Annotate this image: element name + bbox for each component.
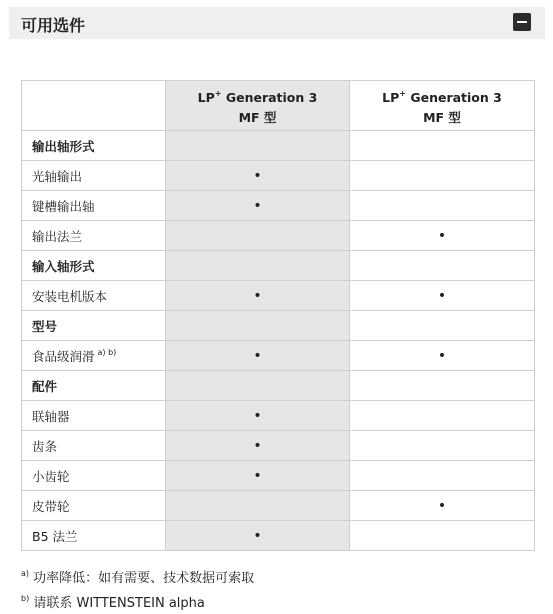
- group-label-cell: [22, 131, 166, 161]
- option-label-cell: [22, 161, 166, 191]
- row-label: 皮带轮: [32, 498, 70, 514]
- availability-cell-col1: •: [166, 191, 350, 221]
- row-label: 安装电机版本: [32, 288, 108, 304]
- table-row: [22, 401, 535, 431]
- table-row: [22, 161, 535, 191]
- table-row: [22, 251, 535, 281]
- row-label: 配件: [32, 378, 58, 394]
- table-row: [22, 431, 535, 461]
- availability-cell-col1: [166, 311, 350, 341]
- minus-icon: [517, 21, 527, 23]
- column-2-line2: MF 型: [423, 109, 461, 125]
- row-label: 联轴器: [32, 408, 70, 424]
- availability-cell-col2: [350, 191, 535, 221]
- header-empty-cell: [22, 81, 166, 131]
- availability-cell-col1: [166, 371, 350, 401]
- availability-cell-col2: [350, 431, 535, 461]
- column-1-line2: MF 型: [238, 109, 277, 125]
- availability-cell-col1: [166, 491, 350, 521]
- option-label-cell: [22, 491, 166, 521]
- group-label-cell: [22, 251, 166, 281]
- option-label-cell: [22, 521, 166, 551]
- availability-cell-col1: •: [166, 461, 350, 491]
- column-2-line1: Generation 3: [405, 89, 502, 105]
- row-label: 输出法兰: [32, 228, 83, 244]
- availability-cell-col2: •: [350, 281, 535, 311]
- availability-cell-col1: •: [166, 281, 350, 311]
- footnote-a-text: 功率降低：如有需要、技术数据可索取: [29, 571, 255, 586]
- table-row: [22, 131, 535, 161]
- row-footnote-mark: a) b): [97, 347, 117, 357]
- row-label: 齿条: [32, 438, 58, 454]
- availability-cell-col1: •: [166, 401, 350, 431]
- availability-cell-col1: •: [166, 521, 350, 551]
- availability-cell-col2: •: [350, 221, 535, 251]
- column-1-brand: LP: [197, 89, 215, 105]
- table-header-row: [22, 81, 535, 131]
- options-table: [21, 80, 535, 551]
- footnote-a: [21, 564, 254, 589]
- row-label: 键槽输出轴: [32, 198, 95, 214]
- table-row: [22, 461, 535, 491]
- row-label: 输出轴形式: [32, 138, 95, 154]
- row-label: 型号: [32, 318, 58, 334]
- column-header-2: [350, 81, 535, 131]
- availability-cell-col1: [166, 131, 350, 161]
- availability-cell-col2: •: [350, 491, 535, 521]
- footnotes: [21, 564, 254, 614]
- availability-cell-col2: [350, 521, 535, 551]
- availability-cell-col2: •: [350, 341, 535, 371]
- availability-cell-col2: [350, 161, 535, 191]
- footnote-b-text: 请联系 WITTENSTEIN alpha: [29, 596, 205, 611]
- table-row: [22, 491, 535, 521]
- group-label-cell: [22, 311, 166, 341]
- option-label-cell: [22, 191, 166, 221]
- row-label: 光轴输出: [32, 168, 83, 184]
- table-row: [22, 371, 535, 401]
- availability-cell-col1: •: [166, 341, 350, 371]
- collapse-button[interactable]: [513, 13, 531, 31]
- availability-cell-col1: •: [166, 161, 350, 191]
- table-row: [22, 341, 535, 371]
- row-label: 输入轴形式: [32, 258, 95, 274]
- option-label-cell: [22, 431, 166, 461]
- row-label: 小齿轮: [32, 468, 70, 484]
- footnote-a-mark: a): [21, 569, 30, 578]
- row-label: 食品级润滑: [32, 348, 95, 364]
- section-title: 可用选件: [21, 16, 86, 35]
- option-label-cell: [22, 281, 166, 311]
- column-1-line1: Generation 3: [221, 89, 318, 105]
- column-2-sup: +: [399, 88, 406, 98]
- table-row: [22, 191, 535, 221]
- availability-cell-col2: [350, 311, 535, 341]
- table-row: [22, 521, 535, 551]
- footnote-b-mark: b): [21, 594, 30, 603]
- column-header-1: [166, 81, 350, 131]
- option-label-cell: [22, 461, 166, 491]
- availability-cell-col2: [350, 131, 535, 161]
- section-header[interactable]: [9, 7, 545, 39]
- availability-cell-col2: [350, 251, 535, 281]
- column-1-sup: +: [214, 88, 222, 98]
- table-row: [22, 311, 535, 341]
- table-row: [22, 281, 535, 311]
- column-2-brand: LP: [382, 89, 400, 105]
- footnote-b: [21, 589, 254, 614]
- availability-cell-col1: [166, 221, 350, 251]
- option-label-cell: [22, 221, 166, 251]
- availability-cell-col1: [166, 251, 350, 281]
- availability-cell-col2: [350, 461, 535, 491]
- option-label-cell: [22, 401, 166, 431]
- row-label: B5 法兰: [32, 528, 78, 544]
- option-label-cell: [22, 341, 166, 371]
- availability-cell-col2: [350, 371, 535, 401]
- availability-cell-col2: [350, 401, 535, 431]
- table-row: [22, 221, 535, 251]
- group-label-cell: [22, 371, 166, 401]
- availability-cell-col1: •: [166, 431, 350, 461]
